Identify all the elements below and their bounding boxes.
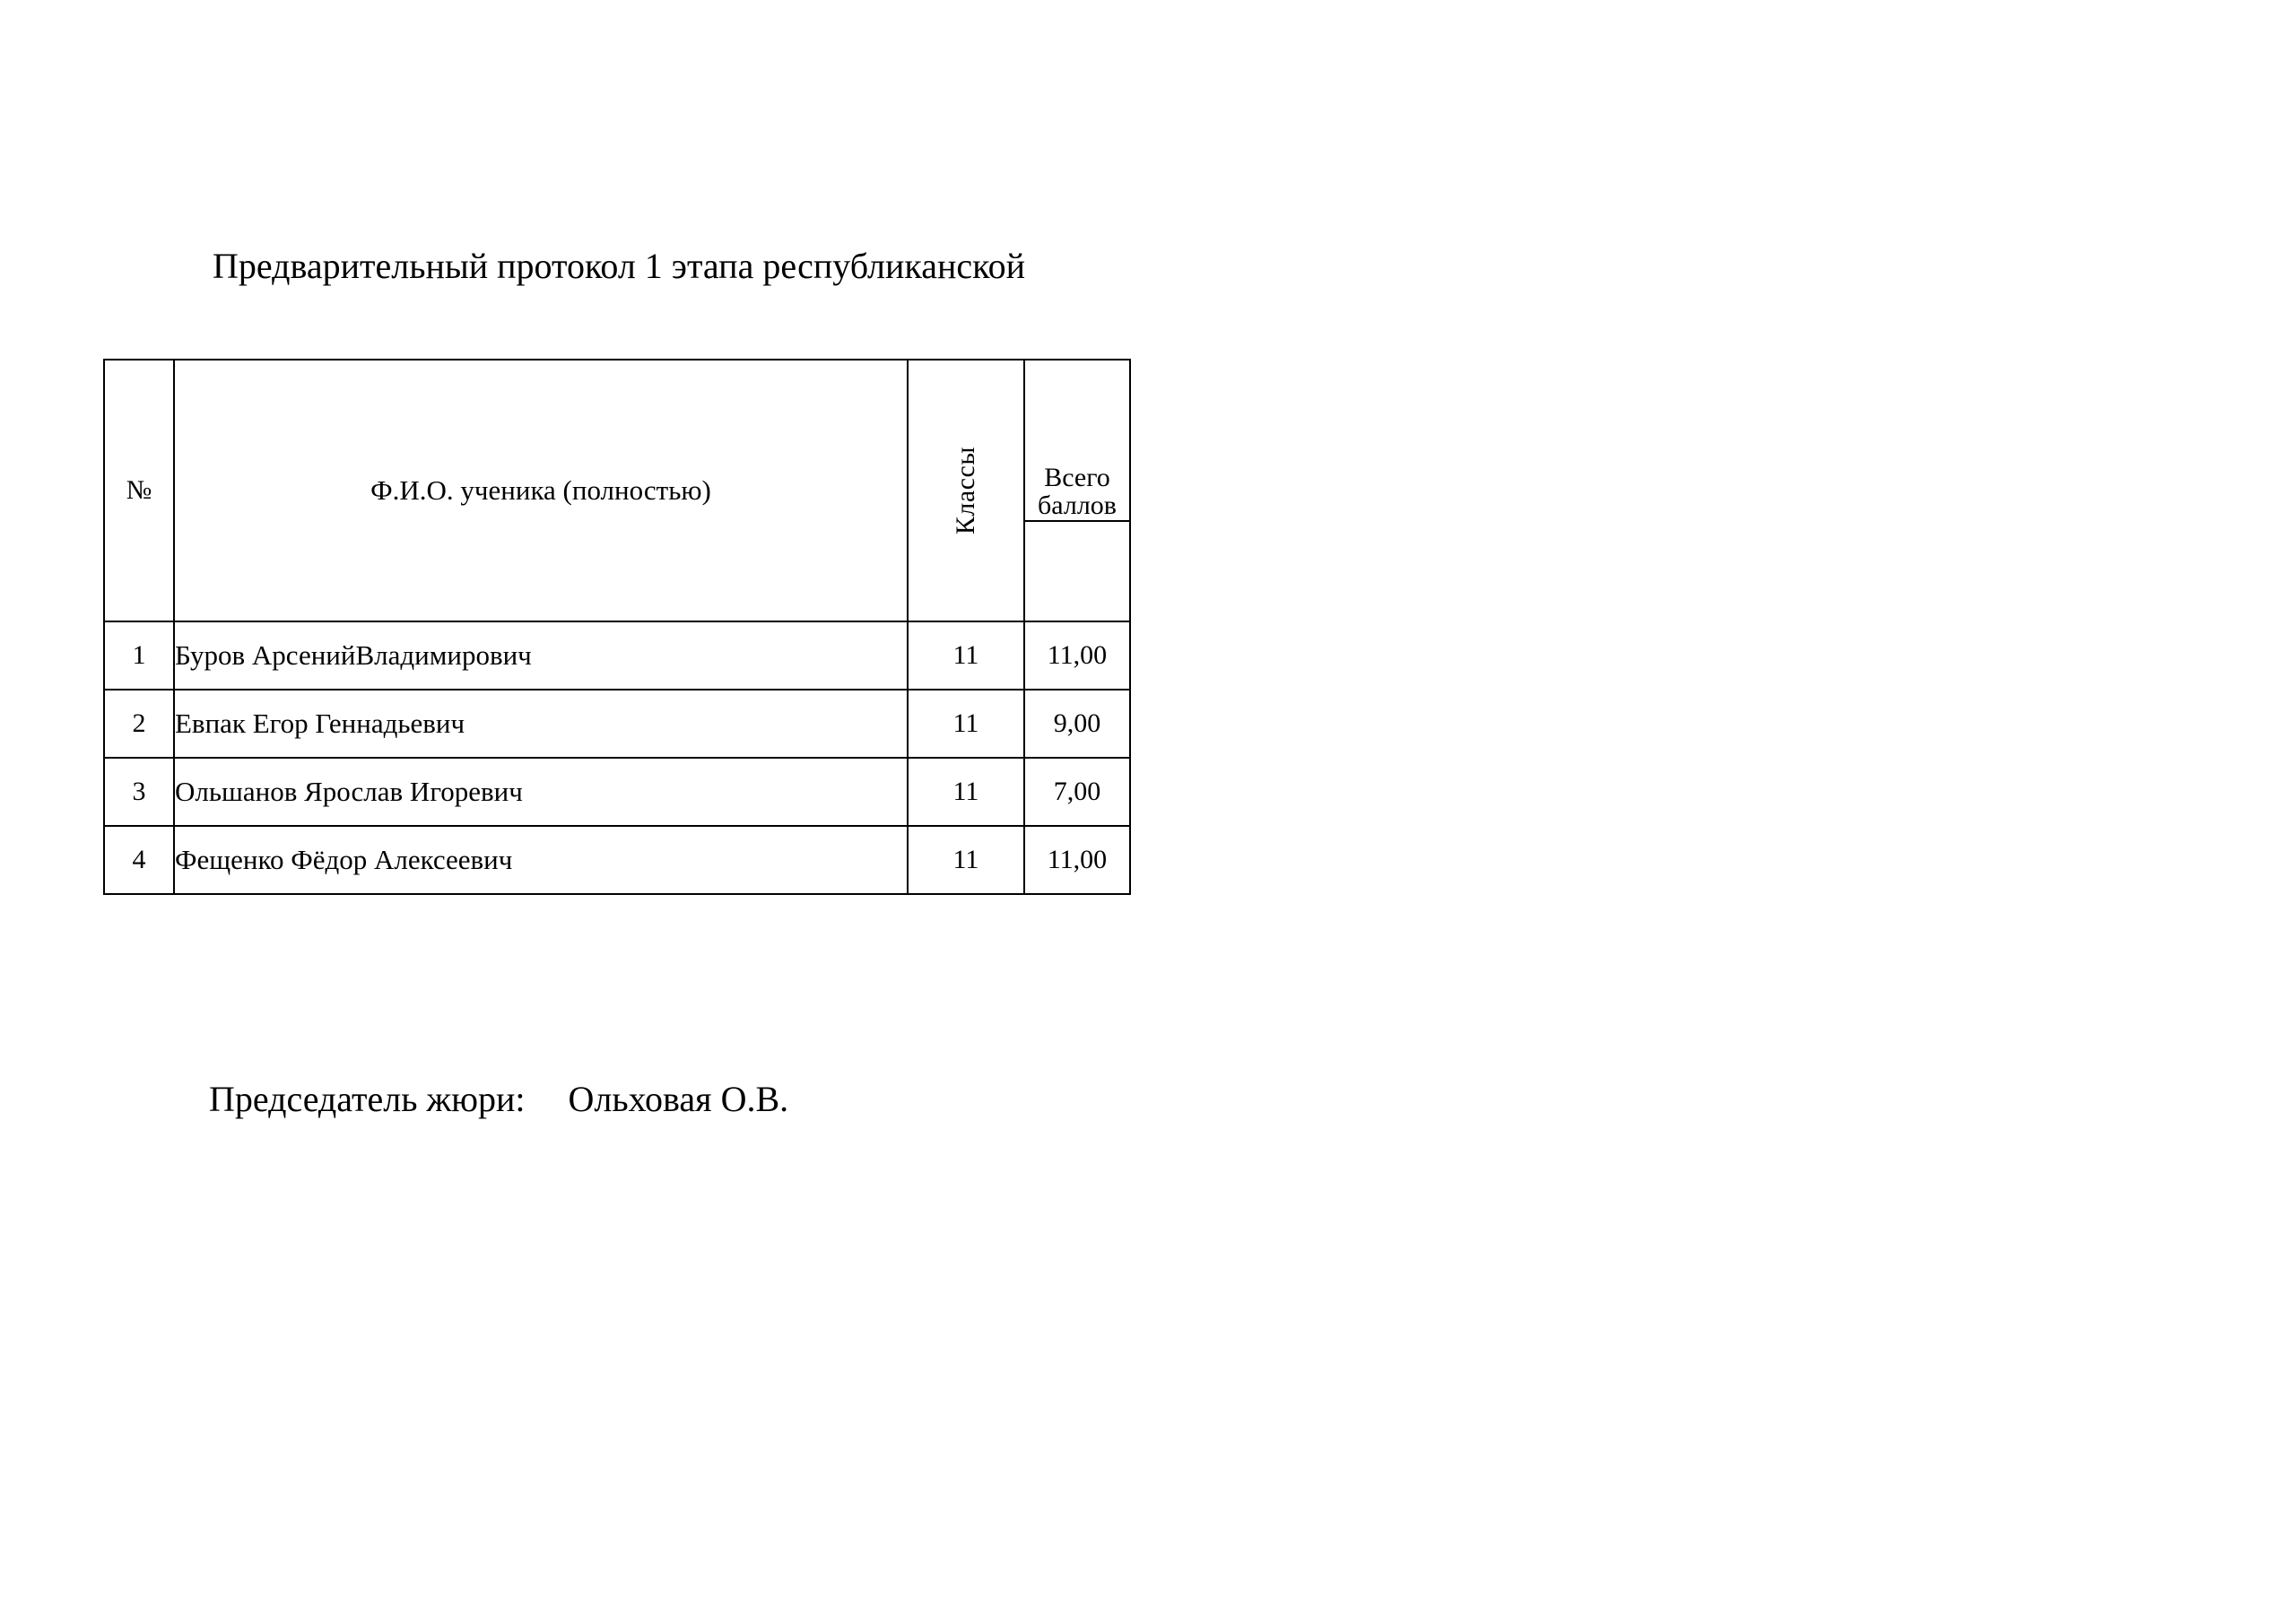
cell-class: 11 bbox=[908, 621, 1024, 690]
table-row bbox=[104, 826, 1130, 894]
column-header-total-line-2: баллов bbox=[1038, 491, 1117, 520]
column-header-number: № bbox=[104, 360, 174, 621]
cell-class: 11 bbox=[908, 758, 1024, 826]
column-header-name: Ф.И.О. ученика (полностью) bbox=[174, 360, 908, 621]
cell-number: 3 bbox=[104, 758, 174, 826]
cell-class: 11 bbox=[908, 690, 1024, 758]
column-header-class-label: Классы bbox=[951, 446, 980, 535]
column-header-total-line-1: Всего bbox=[1044, 462, 1110, 492]
cell-student-name: Фещенко Фёдор Алексеевич bbox=[174, 826, 908, 894]
column-header-class bbox=[908, 360, 1024, 621]
signature-label: Председатель жюри: bbox=[209, 1079, 526, 1119]
column-header-total-score bbox=[1024, 360, 1130, 621]
cell-score: 9,00 bbox=[1024, 690, 1130, 758]
table-row bbox=[104, 758, 1130, 826]
signature-name: Ольховая О.В. bbox=[568, 1079, 789, 1119]
page-title-line-1: Предварительный протокол 1 этапа республиканской bbox=[213, 245, 1025, 286]
signature-line bbox=[173, 1036, 788, 1162]
cell-score: 11,00 bbox=[1024, 826, 1130, 894]
cell-student-name: Буров АрсенийВладимирович bbox=[174, 621, 908, 690]
cell-score: 7,00 bbox=[1024, 758, 1130, 826]
table-row bbox=[104, 690, 1130, 758]
cell-number: 2 bbox=[104, 690, 174, 758]
cell-student-name: Евпак Егор Геннадьевич bbox=[174, 690, 908, 758]
table-header-row bbox=[104, 360, 1130, 621]
cell-class: 11 bbox=[908, 826, 1024, 894]
table-row bbox=[104, 621, 1130, 690]
cell-student-name: Ольшанов Ярослав Игоревич bbox=[174, 758, 908, 826]
column-header-total-score-text bbox=[1025, 460, 1129, 522]
cell-number: 4 bbox=[104, 826, 174, 894]
results-table bbox=[103, 359, 1131, 895]
cell-number: 1 bbox=[104, 621, 174, 690]
cell-score: 11,00 bbox=[1024, 621, 1130, 690]
